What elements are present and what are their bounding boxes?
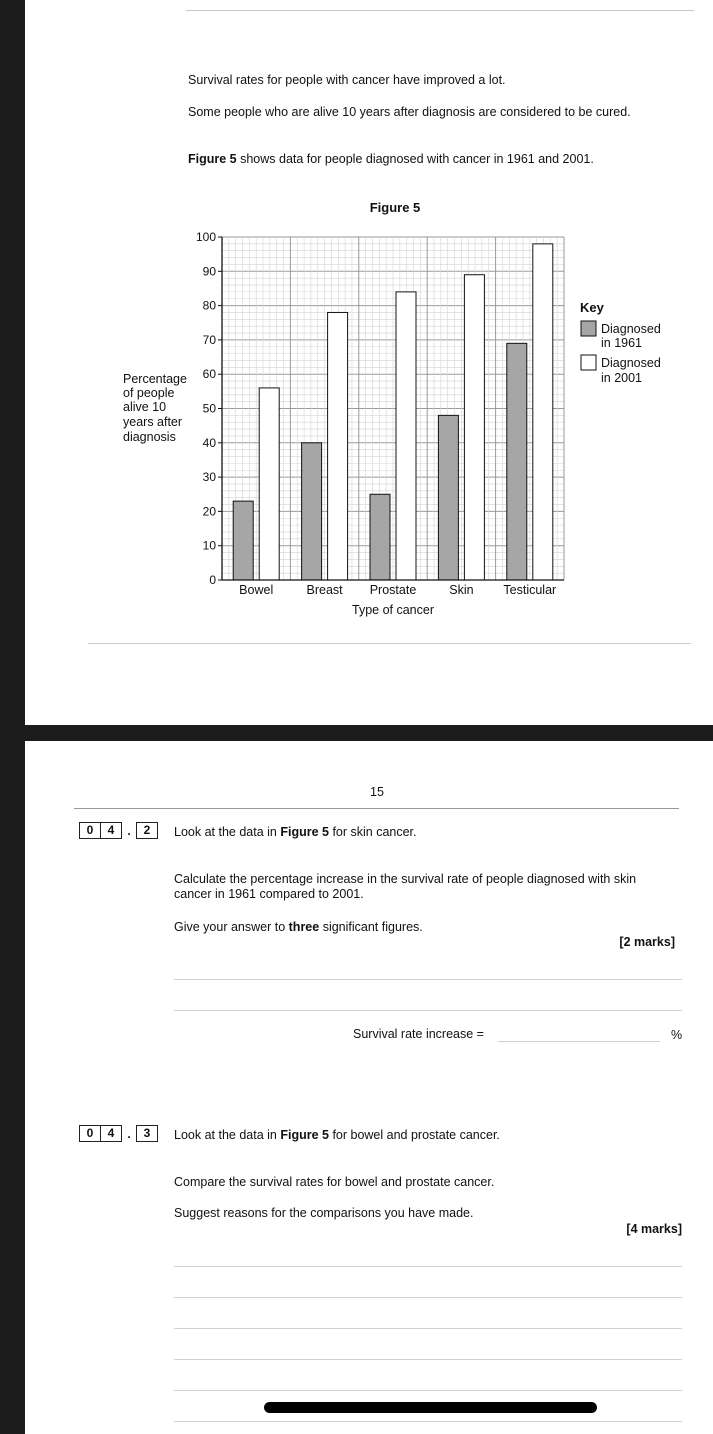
x-tick-label: Skin [449,583,474,597]
bar-skin-1961 [438,415,458,580]
answer-line[interactable] [174,1359,682,1360]
legend-label-2001-line2: in 2001 [601,371,643,385]
legend-title: Key [580,300,604,315]
y-tick-label: 50 [202,401,216,416]
x-tick-label: Bowel [239,583,274,597]
y-tick-label: 30 [202,470,216,485]
chart-legend [580,300,664,385]
legend-label-2001 [601,356,664,385]
bar-bowel-1961 [233,501,253,580]
page-header-rule [74,808,679,809]
q2-marks: [2 marks] [619,935,675,949]
y-tick-label: 90 [202,264,216,279]
q2-intro-bold: Figure 5 [280,825,329,839]
legend-label-1961 [601,322,664,350]
bar-skin-2001 [464,275,484,580]
bar-bowel-2001 [259,388,279,580]
figure-reference [188,152,594,166]
legend-label-1961-line2: in 1961 [601,336,643,350]
legend-label-2001-line1: Diagnosed [601,356,661,370]
y-tick-label: 100 [195,230,216,244]
y-tick-label: 80 [202,298,216,313]
q2-sigfig-instruction [174,920,423,934]
y-tick-label: 10 [202,538,216,553]
figure-5-chart [0,190,713,630]
q3-suggest: Suggest reasons for the comparisons you have made. [174,1206,474,1220]
legend-swatch-1961 [581,321,596,336]
legend-label-1961-line1: Diagnosed [601,322,661,336]
q-num-dot: . [127,1126,131,1141]
q3-intro-bold: Figure 5 [280,1128,329,1142]
legend-swatch-2001 [581,355,596,370]
q3-marks: [4 marks] [626,1222,682,1236]
y-axis-label [123,372,190,444]
scroll-indicator[interactable] [264,1402,597,1413]
answer-line[interactable] [174,1010,682,1011]
survival-rate-label: Survival rate increase = [353,1027,484,1041]
q3-intro [174,1128,500,1142]
y-axis-label-line: alive 10 [123,400,167,414]
y-axis-label-line: Percentage [123,372,187,386]
q2-calc-line-2: cancer in 1961 compared to 2001. [174,887,364,901]
x-tick-label: Prostate [369,583,417,597]
y-tick-label: 0 [209,573,216,587]
bar-prostate-1961 [370,494,390,580]
q3-intro-pre: Look at the data in [174,1128,281,1142]
q2-intro-post: for skin cancer. [328,825,417,839]
q-num-digit: 4 [101,822,122,839]
answer-line[interactable] [174,1297,682,1298]
q3-compare: Compare the survival rates for bowel and prostate cancer. [174,1175,495,1189]
q2-give-bold: three [288,920,320,934]
survival-rate-answer-field[interactable] [498,1041,660,1042]
bar-breast-2001 [328,312,348,580]
y-tick-label: 40 [202,435,216,450]
page-break-bar [0,725,713,741]
q2-give-post: significant figures. [319,920,423,934]
bar-prostate-2001 [396,292,416,580]
top-rule [186,10,694,11]
bar-testicular-2001 [533,244,553,580]
intro-line-2: Some people who are alive 10 years after diagnosis are considered to be cured. [188,105,631,119]
q-num-digit: 4 [101,1125,122,1142]
q2-give-pre: Give your answer to [174,920,289,934]
y-tick-labels [196,230,216,587]
y-tick-label: 70 [202,332,216,347]
section-divider [88,643,691,644]
answer-line[interactable] [174,1421,682,1422]
y-tick-label: 60 [202,367,216,382]
q2-intro-pre: Look at the data in [174,825,281,839]
q2-intro [174,825,417,839]
question-number-04-2 [79,822,158,839]
q2-calc-line-1: Calculate the percentage increase in the survival rate of people diagnosed with skin [174,872,637,886]
answer-line[interactable] [174,1266,682,1267]
y-axis-label-line: diagnosis [123,430,176,444]
chart-title: Figure 5 [369,200,421,215]
page-number: 15 [370,785,384,799]
y-axis-label-line: years after [123,415,183,429]
figure-ref-text: shows data for people diagnosed with cancer in 1961 and 2001. [236,152,594,166]
q3-intro-post: for bowel and prostate cancer. [328,1128,500,1142]
answer-line[interactable] [174,1328,682,1329]
x-tick-label: Testicular [503,583,557,597]
q-num-digit: 0 [79,1125,101,1142]
bar-breast-1961 [302,443,322,580]
q-num-digit: 0 [79,822,101,839]
bar-testicular-1961 [507,343,527,580]
question-number-04-3 [79,1125,158,1142]
percent-unit: % [671,1028,683,1042]
figure-ref-bold: Figure 5 [188,152,237,166]
x-axis-label: Type of cancer [352,603,434,617]
x-tick-label: Breast [306,583,343,597]
intro-line-1: Survival rates for people with cancer have improved a lot. [188,73,506,87]
y-axis-label-line: of people [123,386,175,400]
x-tick-labels [239,583,556,597]
y-tick-label: 20 [202,504,216,519]
answer-line[interactable] [174,979,682,980]
q-num-digit: 3 [136,1125,158,1142]
answer-line[interactable] [174,1390,682,1391]
q-num-digit: 2 [136,822,158,839]
q-num-dot: . [127,823,131,838]
